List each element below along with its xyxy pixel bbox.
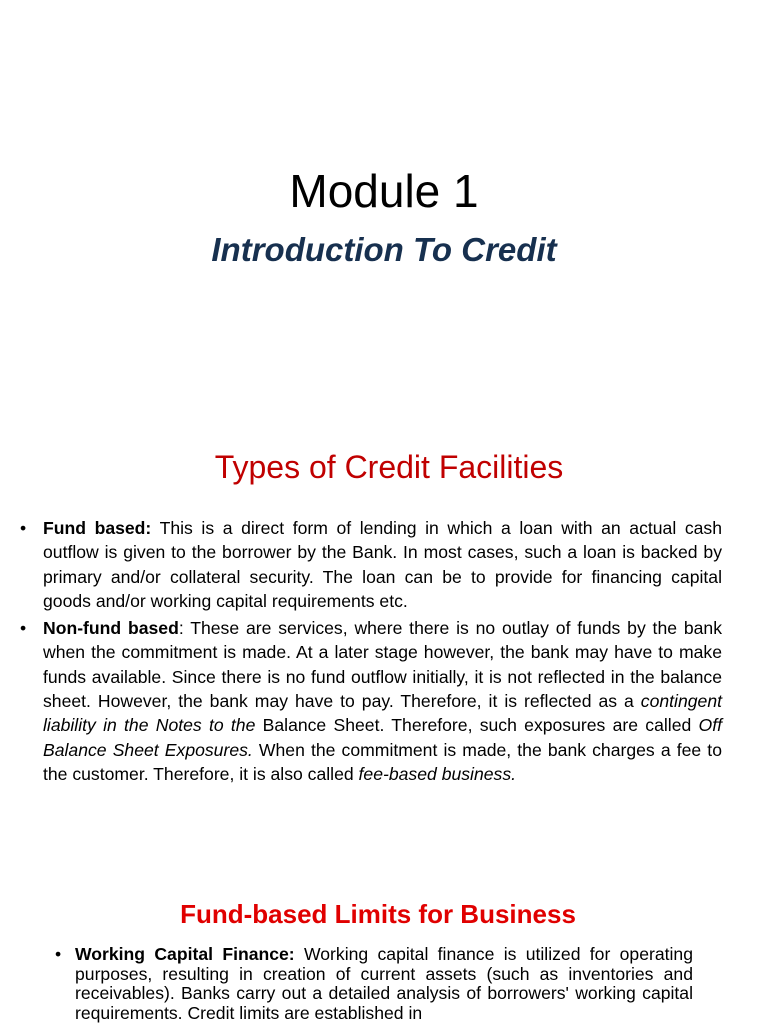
module-title: Module 1 (289, 165, 479, 217)
list-item-working-capital (55, 945, 693, 1023)
bullet-icon: • (20, 518, 27, 538)
fund-based-limits-list (55, 945, 693, 1023)
fund-based-term: Fund based: (43, 518, 152, 538)
non-fund-based-italic-2: Off Balance Sheet Exposures. (43, 715, 722, 760)
limits-section-title: Fund-based Limits for Business (180, 899, 576, 929)
non-fund-based-italic-1: contingent liability in the Notes to the (43, 691, 722, 736)
bullet-icon: • (20, 618, 27, 639)
bullet-icon: • (55, 944, 62, 964)
non-fund-based-text-1: : These are services, where there is no outlay of funds by the bank when the commitment is made. At a later stage however, the bank may have to make funds available. Since there is no fund outflow initially, it is not reflected in the balance sheet. However, the bank may have to pay. Therefore, it is reflected as a (43, 618, 722, 712)
non-fund-based-text-3: When the commitment is made, the bank charges a fee to the customer. Therefore, it is also called (43, 739, 722, 784)
types-section-title: Types of Credit Facilities (214, 449, 564, 485)
non-fund-based-text-2: Balance Sheet. Therefore, such exposures are called (255, 715, 699, 736)
list-item-non-fund-based (20, 616, 722, 786)
non-fund-based-term: Non-fund based (43, 618, 179, 639)
credit-facility-types-list (20, 516, 722, 789)
module-subtitle: Introduction To Credit (211, 231, 557, 268)
working-capital-term: Working Capital Finance: (75, 944, 295, 964)
non-fund-based-italic-3: fee-based business. (358, 763, 517, 784)
working-capital-text: Working capital finance is utilized for operating purposes, resulting in creation of current assets (such as inventories and receivables). Banks carry out a detailed analysis of borrowers' working capital requirements. Credit limits are established in (75, 944, 693, 1023)
list-item-fund-based (20, 516, 722, 613)
fund-based-text: This is a direct form of lending in which a loan with an actual cash outflow is given to the borrower by the Bank. In most cases, such a loan is backed by primary and/or collateral security. The loan can be to provide for financing capital goods and/or working capital requirements etc. (43, 518, 722, 611)
